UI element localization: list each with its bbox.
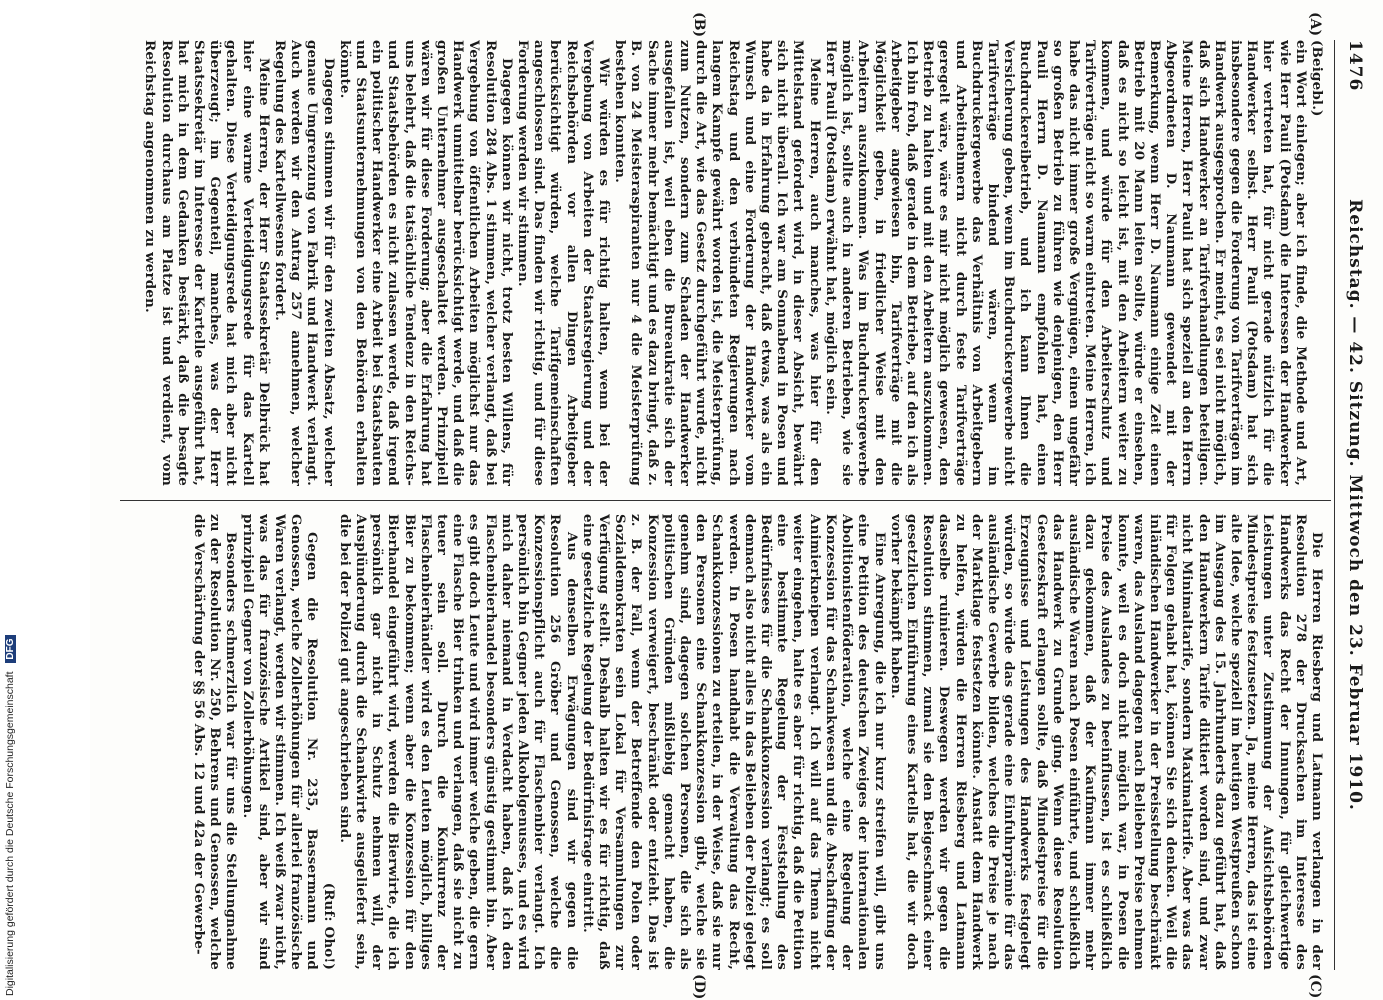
paragraph: Meine Herren, der Herr Staatssekretär Delbrück hat hier eine warme Verteidigungsrede für das Kartell gehalten. Diese Verteidigungsrede hat mich aber nicht überzeugt; im Gegenteil, manches, was der Herr Staatssekretär im Interesse der Kartelle ausgeführt hat, hat mich in dem Gedanken bestärkt, daß die besagte Resolution durchaus am Platze ist und verdient, vom Reichstag angenommen zu werden. bbox=[142, 40, 272, 486]
scanned-page bbox=[90, 0, 1383, 1000]
paragraph: Meine Herren, auch manches, was hier für den Mittelstand gefordert wird, in dieser Absicht, bewährt sich nicht überall. Ich war am Sonnabend in Posen und habe da in Erfahrung gebracht, daß etwas, was als ein Wunsch und eine Forderung der Handwerker vom Reichstag und den verbündeten Regierungen nach langem Kampfe gewährt worden ist, die Meisterprüfung, durch die Art, wie das Gesetz durchgeführt wurde, nicht zum Nutzen, sondern zum Schaden der Handwerker ausgefallen ist, weil eben die Bureaukratie sich der Sache immer mehr bemächtigt und es dazu bringt, daß z. B. von 24 Meisteraspiranten nur 4 die Meisterprüfung bestehen konnten. bbox=[612, 40, 823, 486]
right-column bbox=[120, 514, 1325, 970]
paragraph: Dagegen können wir nicht, trotz besten Willens, für Resolution 284 Abs. 1 stimmen, welcher verlangt, daß bei Vergebung von öffentlichen Arbeiten möglichst nur das Handwerk unmittelbar berücksichtigt werde, und daß die großen Unternehmer ausgeschaltet werden. Prinzipiell wären wir für diese Forderung; aber die Erfahrung hat uns belehrt, daß die tatsächliche Tendenz in den Reichs- und Staatsbehörden es nicht zulassen werde, daß irgend ein politischer Handwerker eine Arbeit bei Staatsbauten und Staatsunternehmungen von den Behörden erhalten könnte. bbox=[336, 40, 515, 486]
paragraph: Aus denselben Erwägungen sind wir gegen die Resolution 256 Gröber und Genossen, welche die Konzessionspflicht auch für Flaschenbier verlangt. Ich persönlich bin Gegner jeden Alkoholgenusses, und es wird mich daher niemand in Verdacht haben, daß ich den Flaschenbierhandel besonders günstig gestimmt bin. Aber es gibt doch Leute und wird immer welche geben, die gern eine Flasche Bier trinken und verlangen, daß sie nicht zu teuer sein soll. Durch die Konkurrenz der Flaschenbierhändler wird es den Leuten möglich, billiges Bier zu bekommen; wenn aber die Konzession für den Bierhandel eingeführt wird, werden die Bierwirte, die ich persönlich gar nicht in Schutz nehmen will, der Ausplünderung durch die Schankwirte ausgeliefert sein, die bei der Polizei gut angeschrieben sind. bbox=[336, 514, 580, 970]
paragraph: Gegen die Resolution Nr. 235, Bassermann und Genossen, welche Zollerhöhungen für allerlei französische Waren verlangt, werden wir stimmen. Ich weiß zwar nicht, was das für französische Artikel sind, aber wir sind prinzipiell Gegner von Zollerhöhungen. bbox=[239, 514, 321, 970]
margin-marker-b: (B) bbox=[691, 12, 707, 38]
page-number: 1476 bbox=[1345, 40, 1365, 92]
header-rule bbox=[1334, 40, 1335, 970]
paragraph: Die Herren Riesberg und Latmann verlangen in der Resolution 278 der Drucksachen im Interesse des Handwerks das Recht der Innungen, für gleichwertige Leistungen unter Zustimmung der Aufsichtsbehörden Mindestpreise festzusetzen. Ja, meine Herren, das ist eine alte Idee, welche speziell im heutigen Westpreußen schon im Ausgang des 15. Jahrhunderts dazu geführt hat, daß den Handwerkern Tarife diktiert worden sind, und zwar nicht Minimaltarife, sondern Maximaltarife. Aber was das für Folgen gehabt hat, können Sie sich denken. Weil die inländischen Handwerker in der Preisstellung beschränkt waren, das Ausland dagegen nach Belieben Preise nehmen konnte, weil es doch nicht möglich war, in Posen die Preise des Auslandes zu beeinflussen, ist es schließlich dazu gekommen, daß der Kaufmann immer mehr ausländische Waren nach Posen einführte, und schließlich das Handwerk zu Grunde ging. Wenn diese Resolution Gesetzeskraft erlangen sollte, daß Mindestpreise für die Erzeugnisse und Leistungen des Handwerks festgelegt würden, so würde das gerade eine Einfuhrprämie für das ausländische Gewerbe bilden, welches die Preise je nach der Marktlage festsetzen könnte. Anstatt dem Handwerk zu helfen, würden die Herren Riesberg und Latmann dasselbe ruinieren. Deswegen werden wir gegen die Resolution stimmen, zumal sie den Beigeschmack einer gesetzlichen Einführung eines Kartells hat, die wir doch vorher bekämpft haben. bbox=[887, 514, 1325, 970]
paragraph: Besonders schmerzlich war für uns die Stellungnahme zu der Resolution Nr. 250, Behrens und Genossen, welche die Verschärfung der §§ 56 Abs. 12 und 42a der Gewerbe- bbox=[190, 514, 240, 970]
column-divider bbox=[120, 500, 1331, 501]
page-header bbox=[1335, 40, 1365, 970]
paragraph: ein Wort einlegen; aber ich finde, die Methode und Art, wie Herr Pauli (Potsdam) die Interessen der Handwerker hier vertreten hat, für nicht gerade nützlich für die Handwerker selbst. Herr Pauli (Potsdam) hat sich insbesondere gegen die Forderung von Tarifverträgen im Handwerk ausgesprochen. Er meint, es sei nicht möglich, daß sich Handwerker an Tarifverhandlungen beteiligen. Meine Herren, Herr Pauli hat sich speziell an den Herrn Abgeordneten D. Naumann gewendet mit der Bemerkung, wenn Herr D. Naumann einige Zeit einen Betrieb mit 20 Mann leiten sollte, würde er einsehen, daß es nicht so leicht ist, mit den Arbeitern weiter zu kommen, und würde für den Arbeiterschutz und Tarifverträge nicht so warm eintreten. Meine Herren, ich habe das nicht immer große Vergnügen, einen ungefähr so großen Betrieb zu führen wie denjenigen, den Herr Pauli Herrn D. Naumann empfohlen hat, einen Buchdruckereibetrieb, und ich kann Ihnen die Versicherung geben, wenn im Buchdruckergewerbe nicht Tarifverträge bindend wären, wenn im Buchdruckergewerbe das Verhältnis von Arbeitgebern und Arbeitnehmern nicht durch feste Tarifverträge geregelt wäre, wäre es mir nicht möglich gewesen, den Betrieb zu halten und mit den Arbeitern auszukommen. Ich bin froh, daß gerade in dem Betriebe, auf den ich als Arbeitgeber angewiesen bin, Tarifverträge mit die Möglichkeit geben, in friedlicher Weise mit den Arbeitern auszukommen. Was im Buchdruckergewerbe möglich ist, sollte auch in anderen Betrieben, wie sie Herr Pauli (Potsdam) erwähnt hat, möglich sein. bbox=[822, 40, 1309, 486]
left-column bbox=[120, 40, 1325, 486]
digitization-credit bbox=[2, 6, 22, 996]
credit-text: Digitalisierung gefördert durch die Deutsche Forschungsgemeinschaft bbox=[4, 671, 16, 996]
paragraph: Wir würden es für richtig halten, wenn bei der Vergebung von Arbeiten der Staatsregierung und der Reichsbehörden vor allen Dingen Arbeitgeber berücksichtigt würden, welche Tarifgemeinschaften angeschlossen sind. Das finden wir richtig, und für diese Forderung werden wir stimmen. bbox=[515, 40, 613, 486]
margin-marker-d: (D) bbox=[691, 974, 707, 1000]
paragraph: Dagegen stimmen wir für den zweiten Absatz, welcher genaue Umgrenzung von Fabrik und Handwerk verlangt. Auch werden wir den Antrag 257 annehmen, welcher Regelung des Kartellwesens fordert. bbox=[272, 40, 337, 486]
margin-marker-a: (A) bbox=[1307, 12, 1323, 37]
page-title: Reichstag. — 42. Sitzung. Mittwoch den 23. Februar 1910. bbox=[1345, 199, 1365, 811]
paragraph: Eine Anregung, die ich nur kurz streifen will, gibt uns eine Petition des deutschen Zweiges der internationalen Abolitionistenföderation, welche eine Regelung der Konzession für das Schankwesen und die Abschaffung der Animierkneipen verlangt. Ich will auf das Thema nicht weiter eingehen, halte es aber für richtig, daß die Petition eine bestimmte Regelung der Feststellung des Bedürfnisses für die Schankkonzession verlangt; es soll demnach also nicht alles in das Belieben der Polizei gelegt werden. In Posen handhabt die Verwaltung das Recht, Schankkonzessionen zu erteilen, in der Weise, daß sie nur den Personen eine Schankkonzession gibt, welche sie genehm sind, dagegen solchen Personen, die sich als politischen Gründen mißliebig gemacht haben, die Konzession verweigert, beschränkt oder entzieht. Das ist z. B. der Fall, wenn der Betreffende den Polen oder Sozialdemokraten sein Lokal für Versammlungen zur Verfügung stellt. Deshalb halten wir es für richtig, daß eine gesetzliche Regelung der Bedürfnisfrage eintritt. bbox=[579, 514, 888, 970]
dfg-logo: DFG bbox=[5, 635, 16, 662]
margin-marker-c: (C) bbox=[1307, 974, 1323, 999]
paragraph: (Beigebl.) bbox=[1309, 40, 1325, 117]
interjection: (Ruf: Oho!) bbox=[320, 882, 337, 970]
